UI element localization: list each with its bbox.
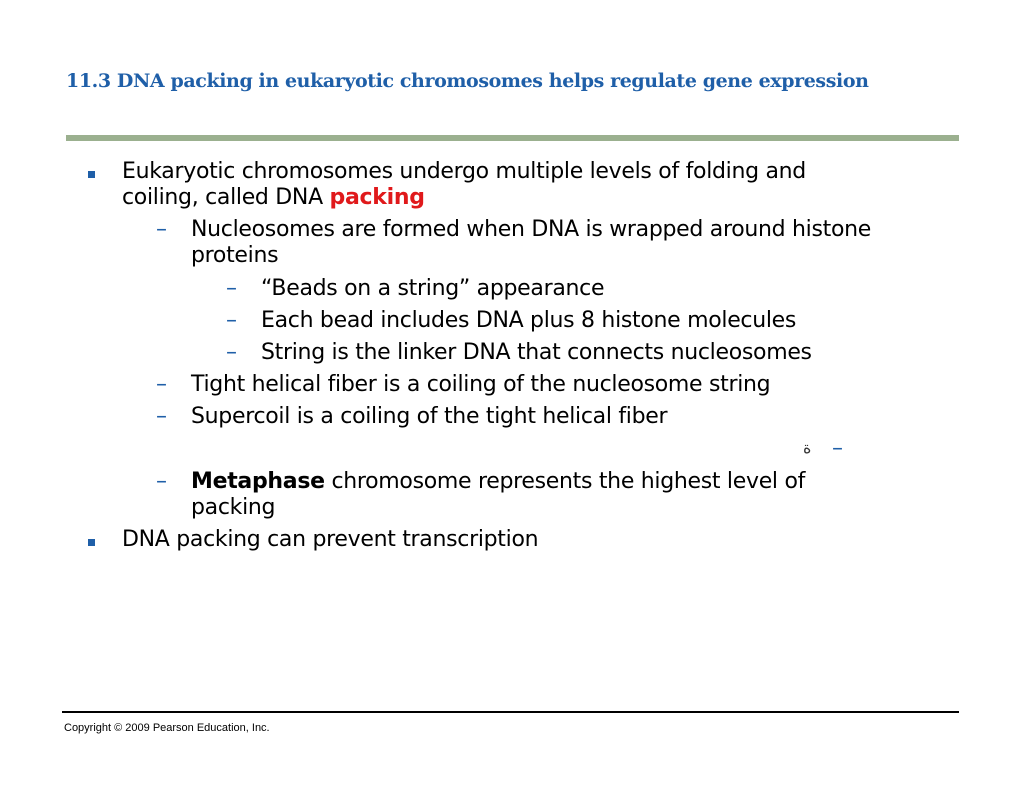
bullet-1-line-2 xyxy=(122,185,425,211)
bullet-1-text: coiling, called DNA xyxy=(122,185,330,210)
dash-icon: – xyxy=(832,436,843,461)
subsub-1: “Beads on a string” appearance xyxy=(261,276,605,301)
footer-divider xyxy=(62,711,959,713)
dash-icon: – xyxy=(156,372,167,397)
sub-3: Supercoil is a coiling of the tight helical fiber xyxy=(191,404,668,429)
metaphase-emphasis: Metaphase xyxy=(191,469,325,494)
slide-title: 11.3 DNA packing in eukaryotic chromosomes helps regulate gene expression xyxy=(66,70,869,92)
stray-glyph: ة xyxy=(803,438,812,457)
dash-icon: – xyxy=(226,276,237,301)
subsub-2: Each bead includes DNA plus 8 histone molecules xyxy=(261,308,797,333)
dash-icon: – xyxy=(156,469,167,494)
sub-2: Tight helical fiber is a coiling of the nucleosome string xyxy=(191,372,771,397)
dash-icon: – xyxy=(156,217,167,242)
sub-1-line-2: proteins xyxy=(191,243,279,268)
copyright-notice: Copyright © 2009 Pearson Education, Inc. xyxy=(64,722,270,734)
dash-icon: – xyxy=(226,308,237,333)
bullet-2: DNA packing can prevent transcription xyxy=(122,527,539,552)
sub-4-line-2: packing xyxy=(191,495,276,520)
dash-icon: – xyxy=(156,404,167,429)
bullet-1-line-1: Eukaryotic chromosomes undergo multiple levels of folding and xyxy=(122,159,806,184)
bullet-square-icon xyxy=(88,171,95,178)
sub-4-line-1 xyxy=(191,469,805,495)
dash-icon: – xyxy=(226,340,237,365)
packing-emphasis: packing xyxy=(329,185,425,210)
subsub-3: String is the linker DNA that connects nucleosomes xyxy=(261,340,812,365)
bullet-square-icon xyxy=(88,539,95,546)
sub-4-text: chromosome represents the highest level of xyxy=(324,469,806,494)
sub-1-line-1: Nucleosomes are formed when DNA is wrapped around histone xyxy=(191,217,871,242)
